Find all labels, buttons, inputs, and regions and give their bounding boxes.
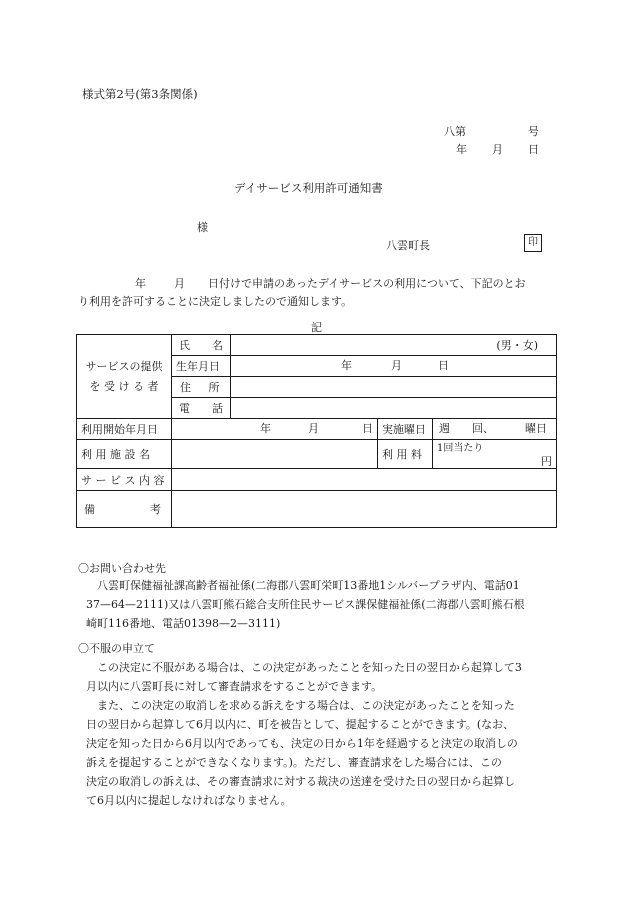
recipient-label-line2: を 受 け る 者 — [89, 379, 159, 393]
date-month: 月 — [492, 143, 503, 156]
appeal-line-6: 訴えを提起することができなくなります。)。ただし、審査請求をした場合には、この — [86, 756, 502, 769]
remarks-label-a: 備 — [84, 503, 95, 516]
fee-label: 利 用 料 — [378, 440, 433, 469]
seal-stamp: 印 — [524, 234, 542, 252]
address-label-b: 所 — [208, 381, 220, 394]
inquiry-heading: 〇お問い合わせ先 — [78, 562, 166, 575]
remarks-label-cell — [77, 491, 172, 528]
weekday-label: 実施曜日 — [378, 419, 433, 440]
start-month: 月 — [308, 422, 319, 435]
phone-label-cell — [172, 398, 231, 419]
recipient-group-label — [77, 335, 172, 419]
birth-value-cell[interactable] — [231, 356, 557, 377]
appeal-line-3: また、この決定の取消しを求める訴えをする場合は、この決定があったことを知った — [97, 699, 515, 712]
service-label: サ ー ビ ス 内 容 — [77, 469, 172, 491]
remarks-value-cell[interactable] — [172, 491, 557, 528]
birth-year: 年 — [341, 359, 352, 372]
birth-month: 月 — [391, 359, 402, 372]
doc-number-suffix: 号 — [528, 125, 539, 138]
gender-choice: (男・女) — [496, 339, 538, 352]
appeal-line-1: この決定に不服がある場合は、この決定があったことを知った日の翌日から起算して3 — [97, 661, 522, 674]
intro-year: 年 — [135, 277, 146, 290]
weekday-value-cell[interactable] — [433, 419, 557, 440]
ki-marker: 記 — [311, 321, 322, 334]
date-year: 年 — [456, 143, 467, 156]
weekday-day: 曜日 — [525, 422, 547, 435]
start-year: 年 — [260, 422, 271, 435]
appeal-heading: 〇不服の申立て — [78, 642, 155, 655]
inquiry-line-3: 崎町116番地、電話01398—2—3111) — [86, 617, 281, 630]
service-value-cell[interactable] — [172, 469, 557, 491]
phone-label-b: 話 — [212, 402, 223, 415]
phone-label-a: 電 — [179, 402, 190, 415]
birth-label: 生年月日 — [172, 356, 231, 377]
appeal-line-8: て6月以内に提起しなければなりません。 — [86, 794, 292, 807]
remarks-label-b: 考 — [150, 503, 161, 516]
appeal-line-7: 決定の取消しの訴えは、その審査請求に対する裁決の送達を受けた日の翌日から起算し — [86, 775, 515, 788]
fee-unit: 円 — [541, 455, 552, 468]
intro-month: 月 — [174, 277, 185, 290]
facility-label: 利 用 施 設 名 — [77, 440, 172, 469]
appeal-line-4: 日の翌日から起算して6月以内に、町を被告として、提起することができます。(なお、 — [86, 718, 515, 731]
inquiry-line-2: 37—64—2111)又は八雲町熊石総合支所住民サービス課保健福祉係(二海郡八雲町熊石根 — [86, 598, 525, 611]
start-date-value-cell[interactable] — [172, 419, 378, 440]
recipient-label-line1: サービスの提供 — [85, 359, 163, 373]
name-label-a: 氏 — [179, 339, 190, 352]
document-title: デイサービス利用許可通知書 — [234, 181, 383, 195]
application-table — [76, 334, 557, 528]
name-label-cell — [172, 335, 231, 356]
start-day: 日 — [362, 422, 373, 435]
weekday-times: 週 回、 — [439, 422, 494, 435]
name-label-b: 名 — [212, 339, 223, 352]
appeal-line-5: 決定を知った日から6月以内であっても、決定の日から1年を経過すると決定の取消しの — [86, 737, 518, 750]
fee-per-visit: 1回当たり — [437, 443, 484, 454]
phone-value-cell[interactable] — [231, 398, 557, 419]
intro-paragraph — [78, 275, 556, 311]
address-label-a: 住 — [180, 381, 191, 394]
appeal-line-2: 月以内に八雲町長に対して審査請求をすることができます。 — [86, 680, 383, 693]
name-value-cell[interactable] — [231, 335, 557, 356]
address-value-cell[interactable] — [231, 377, 557, 398]
address-label-cell — [172, 377, 231, 398]
facility-value-cell[interactable] — [172, 440, 378, 469]
inquiry-line-1: 八雲町保健福祉課高齢者福祉係(二海郡八雲町栄町13番地1シルバープラザ内、電話01 — [97, 579, 520, 592]
issuer-name: 八雲町長 — [386, 239, 430, 252]
doc-number-prefix: 八第 — [444, 125, 466, 138]
intro-line2: り利用を許可することに決定しましたので通知します。 — [78, 295, 353, 308]
start-date-label: 利用開始年月日 — [77, 419, 172, 440]
fee-value-cell[interactable] — [433, 440, 557, 469]
date-day: 日 — [528, 143, 539, 156]
form-number: 様式第2号(第3条関係) — [82, 87, 198, 101]
birth-day: 日 — [438, 359, 449, 372]
addressee-suffix: 様 — [197, 221, 208, 234]
intro-line1: 日付けで申請のあったデイサービスの利用について、下記のとお — [208, 277, 526, 290]
